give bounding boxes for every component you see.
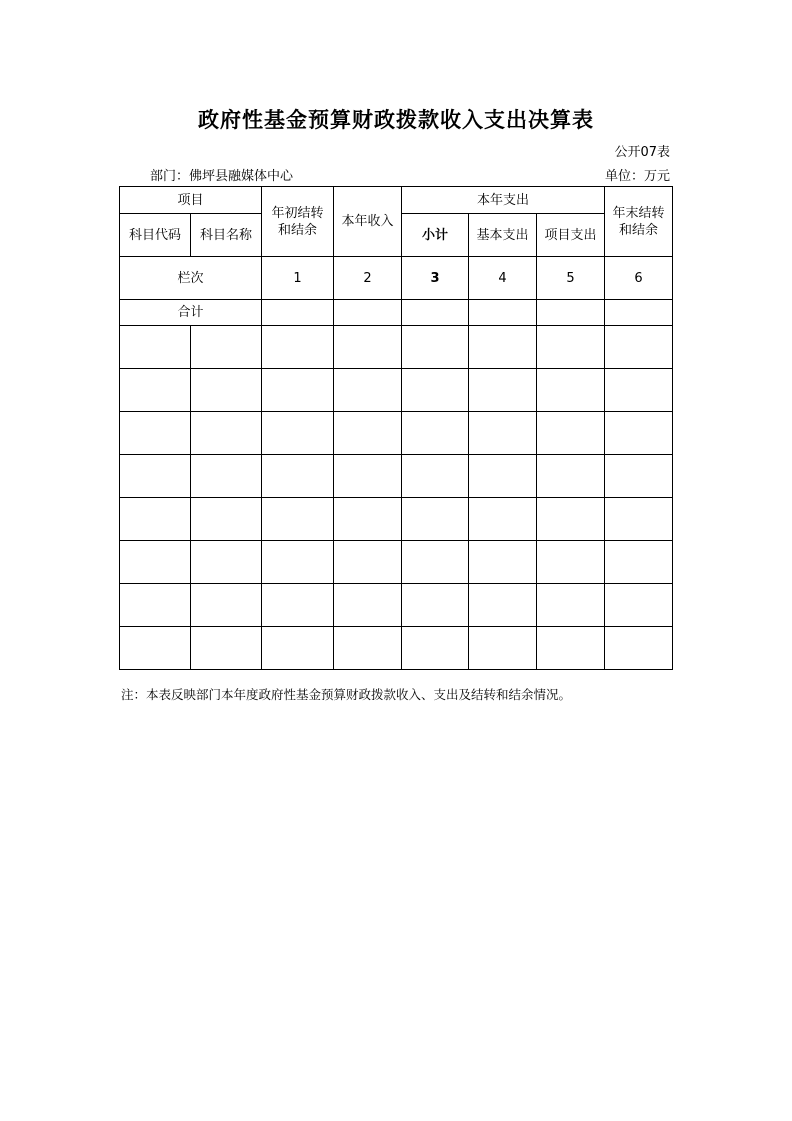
table-cell [402, 541, 469, 584]
table-cell [120, 412, 191, 455]
table-row [120, 455, 673, 498]
table-cell [191, 584, 262, 627]
table-cell [402, 300, 469, 326]
table-cell [605, 369, 673, 412]
table-cell [334, 584, 402, 627]
table-row [120, 412, 673, 455]
table-cell [191, 498, 262, 541]
table-cell [334, 326, 402, 369]
budget-table [119, 186, 673, 670]
column-number: 4 [469, 257, 537, 300]
table-cell [191, 627, 262, 670]
table-cell [120, 584, 191, 627]
table-cell [334, 369, 402, 412]
table-cell [334, 627, 402, 670]
header-code: 科目代码 [120, 214, 191, 257]
table-cell [191, 455, 262, 498]
table-cell [537, 369, 605, 412]
table-cell [605, 627, 673, 670]
header-row-1 [120, 187, 673, 214]
table-cell [469, 627, 537, 670]
table-cell [605, 455, 673, 498]
table-row [120, 584, 673, 627]
column-number: 2 [334, 257, 402, 300]
column-number: 6 [605, 257, 673, 300]
table-cell [191, 326, 262, 369]
table-cell [334, 455, 402, 498]
header-basic: 基本支出 [469, 214, 537, 257]
footnote: 注：本表反映部门本年度政府性基金预算财政拨款收入、支出及结转和结余情况。 [121, 687, 572, 702]
header-closing-balance-text: 年末结转和结余 [612, 205, 665, 238]
header-project-exp: 项目支出 [537, 214, 605, 257]
table-cell [605, 326, 673, 369]
table-cell [469, 498, 537, 541]
table-cell [605, 498, 673, 541]
table-cell [537, 412, 605, 455]
table-cell [402, 498, 469, 541]
table-cell [402, 326, 469, 369]
empty-rows [120, 326, 673, 670]
header-expense: 本年支出 [402, 187, 605, 214]
table-cell [334, 498, 402, 541]
table-cell [262, 627, 334, 670]
table-cell [120, 541, 191, 584]
table-cell [537, 584, 605, 627]
table-row [120, 369, 673, 412]
table-cell [537, 300, 605, 326]
table-cell [469, 369, 537, 412]
table-cell [402, 455, 469, 498]
table-cell [537, 455, 605, 498]
table-cell [402, 584, 469, 627]
table-cell [402, 412, 469, 455]
table-cell [469, 455, 537, 498]
table-cell [262, 300, 334, 326]
table-row [120, 541, 673, 584]
table-cell [262, 412, 334, 455]
table-cell [469, 584, 537, 627]
header-name: 科目名称 [191, 214, 262, 257]
column-number: 3 [402, 257, 469, 300]
table-cell [605, 300, 673, 326]
table-cell [262, 326, 334, 369]
table-cell [120, 455, 191, 498]
table-row [120, 498, 673, 541]
column-number: 5 [537, 257, 605, 300]
header-opening-balance [262, 187, 334, 257]
table-cell [191, 412, 262, 455]
table-cell [120, 498, 191, 541]
table-cell [469, 326, 537, 369]
table-cell [537, 627, 605, 670]
table-cell [537, 498, 605, 541]
table-cell [334, 300, 402, 326]
table-cell [469, 300, 537, 326]
table-cell [402, 627, 469, 670]
table-cell [262, 498, 334, 541]
table-cell [262, 369, 334, 412]
table-cell [469, 412, 537, 455]
table-row [120, 326, 673, 369]
table-cell [120, 369, 191, 412]
table-cell [537, 541, 605, 584]
table-cell [120, 627, 191, 670]
table-cell [334, 541, 402, 584]
table-cell [191, 369, 262, 412]
table-cell [120, 326, 191, 369]
table-cell [334, 412, 402, 455]
table-cell [262, 455, 334, 498]
department-label: 部门：佛坪县融媒体中心 [150, 169, 294, 184]
form-number: 公开07表 [614, 145, 670, 160]
table-cell [537, 326, 605, 369]
header-opening-balance-text: 年初结转和结余 [271, 205, 324, 238]
table-cell [605, 541, 673, 584]
table-cell [469, 541, 537, 584]
header-project: 项目 [120, 187, 262, 214]
table-cell [402, 369, 469, 412]
page-title: 政府性基金预算财政拨款收入支出决算表 [198, 108, 594, 132]
total-row [120, 300, 673, 326]
table-cell [605, 412, 673, 455]
header-income: 本年收入 [334, 187, 402, 257]
unit-label: 单位：万元 [604, 169, 670, 184]
header-subtotal: 小计 [402, 214, 469, 257]
table-row [120, 627, 673, 670]
total-label: 合计 [120, 300, 262, 326]
column-number-row [120, 257, 673, 300]
column-label: 栏次 [120, 257, 262, 300]
column-number: 1 [262, 257, 334, 300]
header-closing-balance [605, 187, 673, 257]
table-cell [262, 584, 334, 627]
table-cell [191, 541, 262, 584]
table-cell [262, 541, 334, 584]
table-cell [605, 584, 673, 627]
